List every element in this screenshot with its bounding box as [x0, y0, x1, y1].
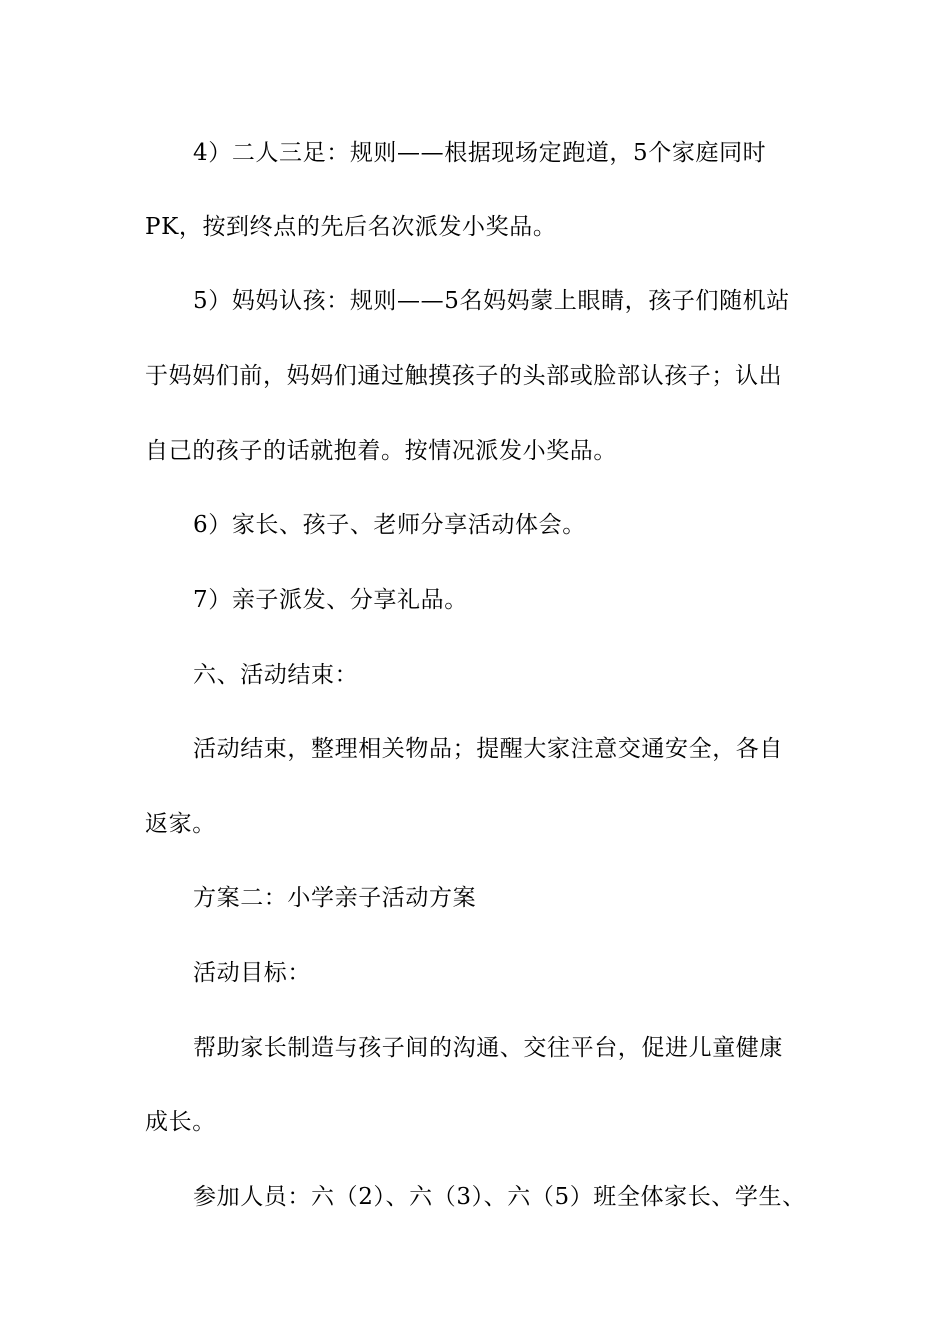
paragraph-gift-sharing: 7）亲子派发、分享礼品。: [193, 587, 468, 613]
heading-plan-two: 方案二：小学亲子活动方案: [193, 885, 477, 911]
paragraph-goal-line2: 成长。: [145, 1109, 216, 1135]
heading-activity-end: 六、活动结束：: [193, 662, 359, 688]
paragraph-game-mom-finds-child-line3: 自己的孩子的话就抱着。按情况派发小奖品。: [145, 438, 617, 464]
paragraph-game-three-legged-line2: PK，按到终点的先后名次派发小奖品。: [145, 214, 557, 240]
paragraph-game-mom-finds-child-line2: 于妈妈们前，妈妈们通过触摸孩子的头部或脸部认孩子；认出: [145, 363, 783, 389]
heading-activity-goal: 活动目标：: [193, 960, 311, 986]
paragraph-game-mom-finds-child-line1: 5）妈妈认孩：规则——5名妈妈蒙上眼睛，孩子们随机站: [193, 288, 790, 314]
paragraph-participants: 参加人员：六（2）、六（3）、六（5）班全体家长、学生、: [193, 1184, 806, 1210]
paragraph-activity-end-line1: 活动结束，整理相关物品；提醒大家注意交通安全，各自: [193, 736, 783, 762]
paragraph-activity-end-line2: 返家。: [145, 811, 216, 837]
paragraph-game-three-legged-line1: 4）二人三足：规则——根据现场定跑道，5个家庭同时: [193, 140, 767, 166]
paragraph-share-experience: 6）家长、孩子、老师分享活动体会。: [193, 512, 586, 538]
paragraph-goal-line1: 帮助家长制造与孩子间的沟通、交往平台，促进儿童健康: [193, 1035, 783, 1061]
